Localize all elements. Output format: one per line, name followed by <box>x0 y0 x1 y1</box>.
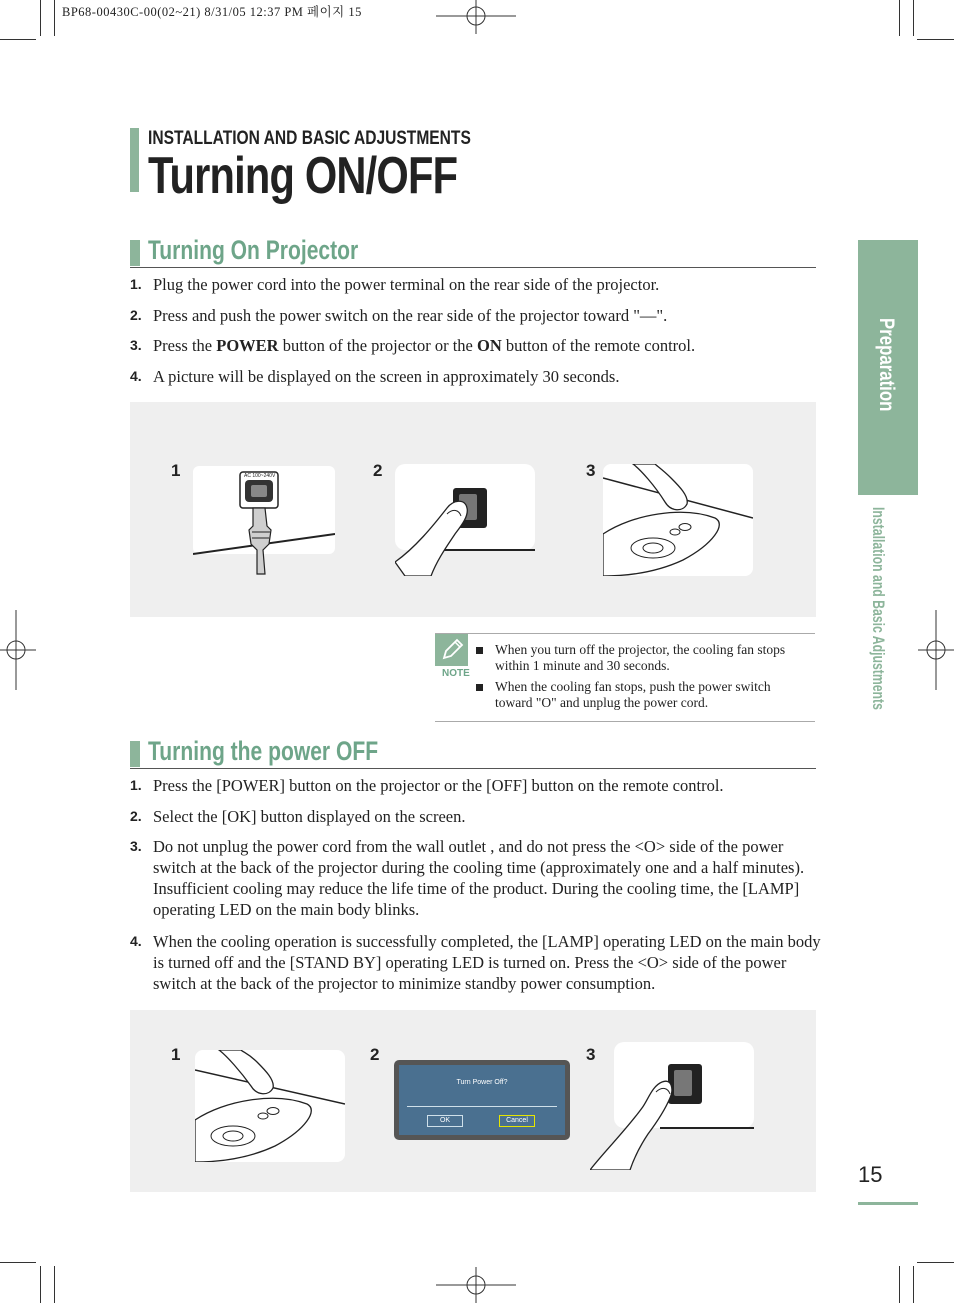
crop-mark <box>917 1262 954 1263</box>
crop-mark <box>40 1266 41 1303</box>
page-number-rule <box>858 1202 918 1205</box>
crop-mark <box>54 1266 55 1303</box>
note-bullet: When you turn off the projector, the cooling fan stops within 1 minute and 30 seconds. <box>476 642 796 674</box>
registration-mark <box>436 1267 516 1303</box>
pencil-icon <box>435 634 468 666</box>
press-power-button-illustration <box>195 1050 345 1162</box>
crop-mark <box>40 0 41 36</box>
figure-label: 2 <box>373 461 383 480</box>
section-divider <box>130 267 816 268</box>
chapter-side-label: Installation and Basic Adjustments <box>869 507 888 710</box>
crop-mark <box>913 0 914 36</box>
chapter-kicker: INSTALLATION AND BASIC ADJUSTMENTS <box>148 128 471 149</box>
crop-mark <box>899 0 900 36</box>
crop-mark <box>54 0 55 36</box>
section-divider <box>130 768 816 769</box>
print-header: BP68-00430C-00(02~21) 8/31/05 12:37 PM 페이지 15 <box>62 5 362 19</box>
figure-label: 1 <box>171 461 181 480</box>
section-accent-bar <box>130 240 140 266</box>
page-number: 15 <box>858 1162 883 1187</box>
note-icon-box <box>435 634 468 666</box>
power-switch-illustration <box>590 1042 754 1170</box>
title-accent-bar <box>130 128 139 192</box>
figure-label: 3 <box>586 1045 596 1064</box>
bullet-square-icon <box>476 647 483 654</box>
note-bullet: When the cooling fan stops, push the power switch toward "O" and unplug the power cord. <box>476 679 796 711</box>
page-title: Turning ON/OFF <box>148 147 458 205</box>
note-top-rule <box>435 633 815 634</box>
section-title-off: Turning the power OFF <box>148 736 379 766</box>
illustration-panel-on <box>130 402 816 617</box>
ok-button[interactable]: OK <box>427 1115 463 1127</box>
svg-text:AC 100~240V: AC 100~240V <box>244 473 276 479</box>
turn-power-off-dialog <box>394 1060 570 1140</box>
dialog-body <box>399 1065 565 1135</box>
dialog-message: Turn Power Off? <box>456 1079 508 1086</box>
figure-label: 2 <box>370 1045 380 1064</box>
registration-mark <box>918 610 954 690</box>
dialog-divider <box>407 1106 557 1107</box>
bullet-square-icon <box>476 684 483 691</box>
registration-mark <box>0 610 36 690</box>
crop-mark <box>917 39 954 40</box>
power-switch-illustration <box>395 464 535 576</box>
chapter-tab-label: Preparation <box>875 318 898 412</box>
section-title-on: Turning On Projector <box>148 235 359 265</box>
crop-mark <box>0 39 36 40</box>
figure-label: 3 <box>586 461 596 480</box>
crop-mark <box>913 1266 914 1303</box>
registration-mark <box>436 0 516 34</box>
figure-label: 1 <box>171 1045 181 1064</box>
power-cord-illustration <box>193 466 335 576</box>
chapter-tab <box>858 240 918 495</box>
crop-mark <box>0 1262 36 1263</box>
crop-mark <box>899 1266 900 1303</box>
cancel-button[interactable]: Cancel <box>499 1115 535 1127</box>
illustration-panel-off <box>130 1010 816 1192</box>
section-accent-bar <box>130 741 140 767</box>
note-label: NOTE <box>442 668 470 679</box>
note-bottom-rule <box>435 721 815 722</box>
press-power-button-illustration <box>603 464 753 576</box>
